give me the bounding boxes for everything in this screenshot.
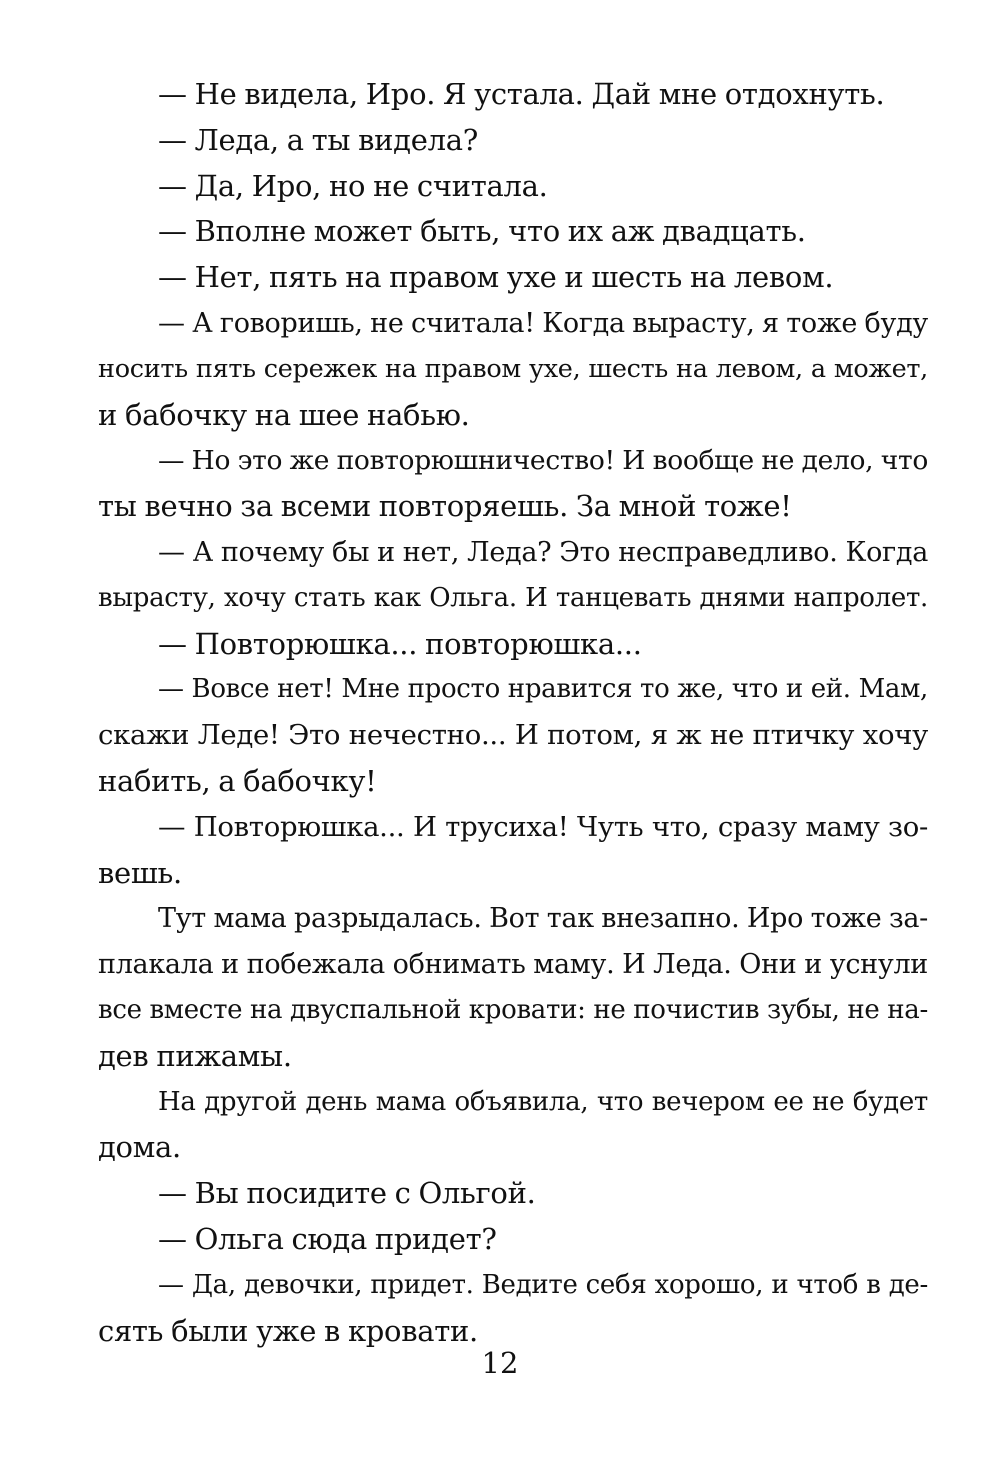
text-line: — Не видела, Иро. Я устала. Дай мне отдохнуть.: [158, 77, 885, 111]
text-line: — Леда, а ты видела?: [158, 122, 478, 157]
body-text: [98, 72, 928, 1354]
text-line: — Ольга сюда придет?: [158, 1221, 497, 1256]
text-line: — Вполне может быть, что их аж двадцать.: [158, 214, 806, 249]
text-line: — Повторюшка... И трусиха! Чуть что, сразу маму зо-: [158, 810, 928, 843]
page-number: 12: [481, 1346, 519, 1380]
text-line: — А почему бы и нет, Леда? Это несправедливо. Когда: [158, 536, 928, 568]
text-line: — Вы посидите с Ольгой.: [158, 1176, 536, 1211]
text-line: все вместе на двуспальной кровати: не почистив зубы, не на-: [98, 994, 928, 1025]
text-line: — Повторюшка... повторюшка...: [158, 626, 642, 661]
text-line: Тут мама разрыдалась. Вот так внезапно. Иро тоже за-: [158, 903, 928, 935]
text-line: набить, а бабочку!: [98, 763, 377, 798]
text-line: — А говоришь, не считала! Когда вырасту, я тоже буду: [158, 307, 928, 339]
text-line: — Нет, пять на правом ухе и шесть на левом.: [158, 260, 834, 295]
text-line: — Вовсе нет! Мне просто нравится то же, что и ей. Мам,: [158, 674, 928, 705]
text-line: плакала и побежала обнимать маму. И Леда. Они и уснули: [98, 949, 928, 981]
text-line: сять были уже в кровати.: [98, 1313, 478, 1348]
text-line: ты вечно за всеми повторяешь. За мной тоже!: [98, 489, 792, 524]
text-line: На другой день мама объявила, что вечером ее не будет: [158, 1086, 928, 1117]
text-line: — Да, Иро, но не считала.: [158, 168, 548, 203]
text-line: скажи Леде! Это нечестно... И потом, я ж не птичку хочу: [98, 719, 928, 752]
text-line: — Но это же повторюшничество! И вообще не дело, что: [158, 445, 928, 477]
text-line: вырасту, хочу стать как Ольга. И танцевать днями напролет.: [98, 582, 928, 613]
text-line: носить пять сережек на правом ухе, шесть на левом, а может,: [98, 353, 928, 384]
text-line: дома.: [98, 1130, 181, 1165]
text-line: — Да, девочки, придет. Ведите себя хорошо, и чтоб в де-: [158, 1269, 928, 1300]
text-line: и бабочку на шее набью.: [98, 397, 470, 432]
text-line: вешь.: [98, 855, 182, 890]
text-line: дев пижамы.: [98, 1038, 292, 1073]
